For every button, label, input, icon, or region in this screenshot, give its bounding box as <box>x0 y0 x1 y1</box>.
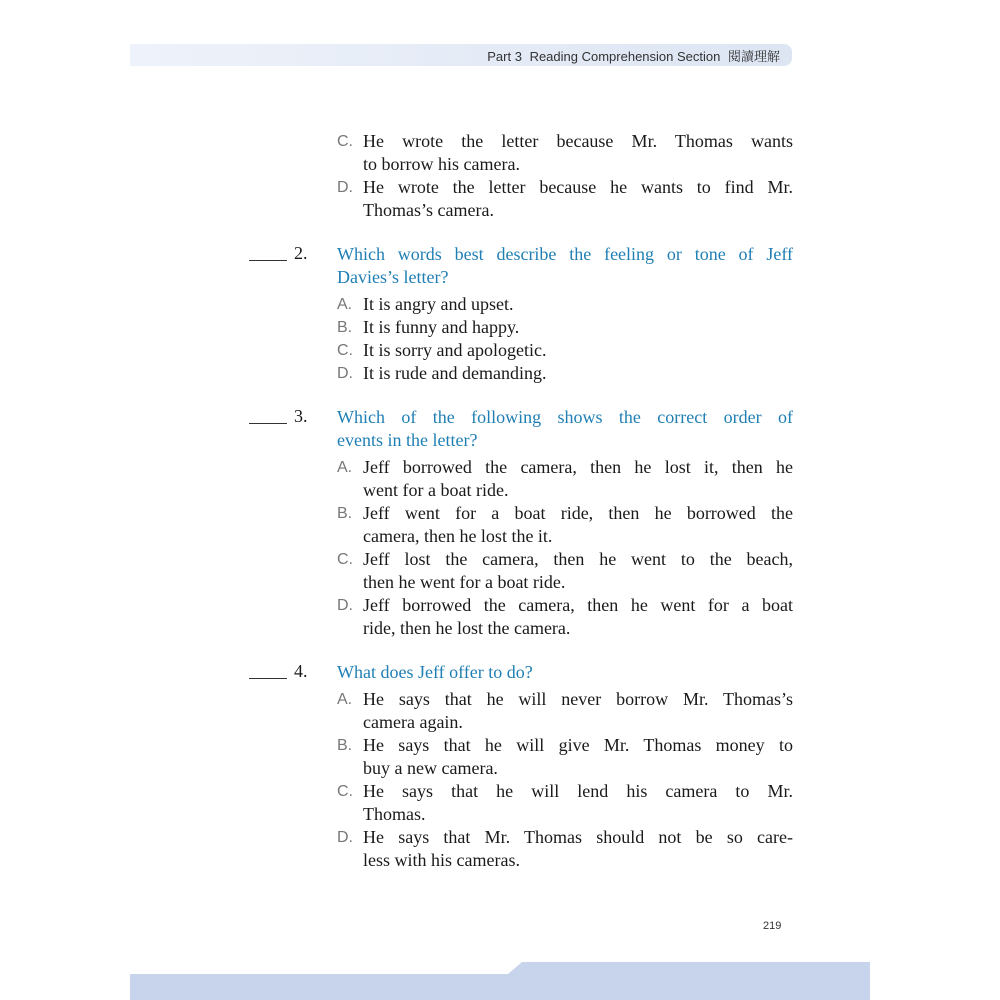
header-section: Reading Comprehension Section <box>529 49 721 64</box>
option-text-line: It is sorry and apologetic. <box>363 340 547 360</box>
question-text-line: events in the letter? <box>337 430 478 450</box>
option-text-line: It is funny and happy. <box>363 317 520 337</box>
running-header <box>130 44 792 66</box>
option-letter: B. <box>337 505 353 522</box>
option-text-line: Jeff lost the camera, then he went to the beach, <box>363 549 793 569</box>
option-letter: A. <box>337 459 353 476</box>
option-letter: B. <box>337 319 353 336</box>
option-text-line: less with his cameras. <box>363 850 520 870</box>
question-number: 4. <box>294 661 308 681</box>
option-text-line: He wrote the letter because he wants to find Mr. <box>363 177 793 197</box>
page-number: 219 <box>763 920 782 932</box>
option-text-line: He says that he will lend his camera to Mr. <box>363 781 793 801</box>
option-letter: D. <box>337 179 353 196</box>
option-letter: C. <box>337 783 353 800</box>
option-text-line: then he went for a boat ride. <box>363 572 566 592</box>
option-text-line: to borrow his camera. <box>363 154 520 174</box>
option-text-line: camera again. <box>363 712 463 732</box>
option-text-line: He says that he will never borrow Mr. Thomas’s <box>363 689 793 709</box>
option-text-line: He wrote the letter because Mr. Thomas wants <box>363 131 793 151</box>
option-text-line: ride, then he lost the camera. <box>363 618 571 638</box>
option-text-line: Jeff went for a boat ride, then he borrowed the <box>363 503 793 523</box>
option-text-line: Jeff borrowed the camera, then he lost it, then he <box>363 457 793 477</box>
option-text-line: Jeff borrowed the camera, then he went for a boat <box>363 595 793 615</box>
option-text-line: Thomas. <box>363 804 426 824</box>
option-letter: A. <box>337 691 353 708</box>
answer-blank[interactable] <box>249 423 287 424</box>
option-text-line: camera, then he lost the it. <box>363 526 553 546</box>
header-section-cn: 閱讀理解 <box>727 49 780 64</box>
option-letter: B. <box>337 737 353 754</box>
option-letter: D. <box>337 365 353 382</box>
footer-band <box>130 962 870 1000</box>
option-letter: C. <box>337 342 353 359</box>
running-header-text <box>483 46 780 65</box>
question-number: 3. <box>294 406 308 426</box>
option-letter: A. <box>337 296 353 313</box>
option-letter: D. <box>337 597 353 614</box>
option-text-line: He says that Mr. Thomas should not be so care- <box>363 827 793 847</box>
option-text-line: buy a new camera. <box>363 758 498 778</box>
option-letter: C. <box>337 551 353 568</box>
answer-blank[interactable] <box>249 260 287 261</box>
question-text-line: Davies’s letter? <box>337 267 449 287</box>
option-text-line: It is angry and upset. <box>363 294 514 314</box>
option-text-line: He says that he will give Mr. Thomas money to <box>363 735 793 755</box>
header-part: Part 3 <box>487 49 522 64</box>
option-text-line: Thomas’s camera. <box>363 200 494 220</box>
question-number: 2. <box>294 243 308 263</box>
option-letter: D. <box>337 829 353 846</box>
answer-blank[interactable] <box>249 678 287 679</box>
question-text-line: Which words best describe the feeling or tone of Jeff <box>337 244 793 264</box>
option-text-line: It is rude and demanding. <box>363 363 547 383</box>
option-letter: C. <box>337 133 353 150</box>
option-text-line: went for a boat ride. <box>363 480 509 500</box>
question-text-line: Which of the following shows the correct order of <box>337 407 793 427</box>
question-text-line: What does Jeff offer to do? <box>337 662 533 682</box>
